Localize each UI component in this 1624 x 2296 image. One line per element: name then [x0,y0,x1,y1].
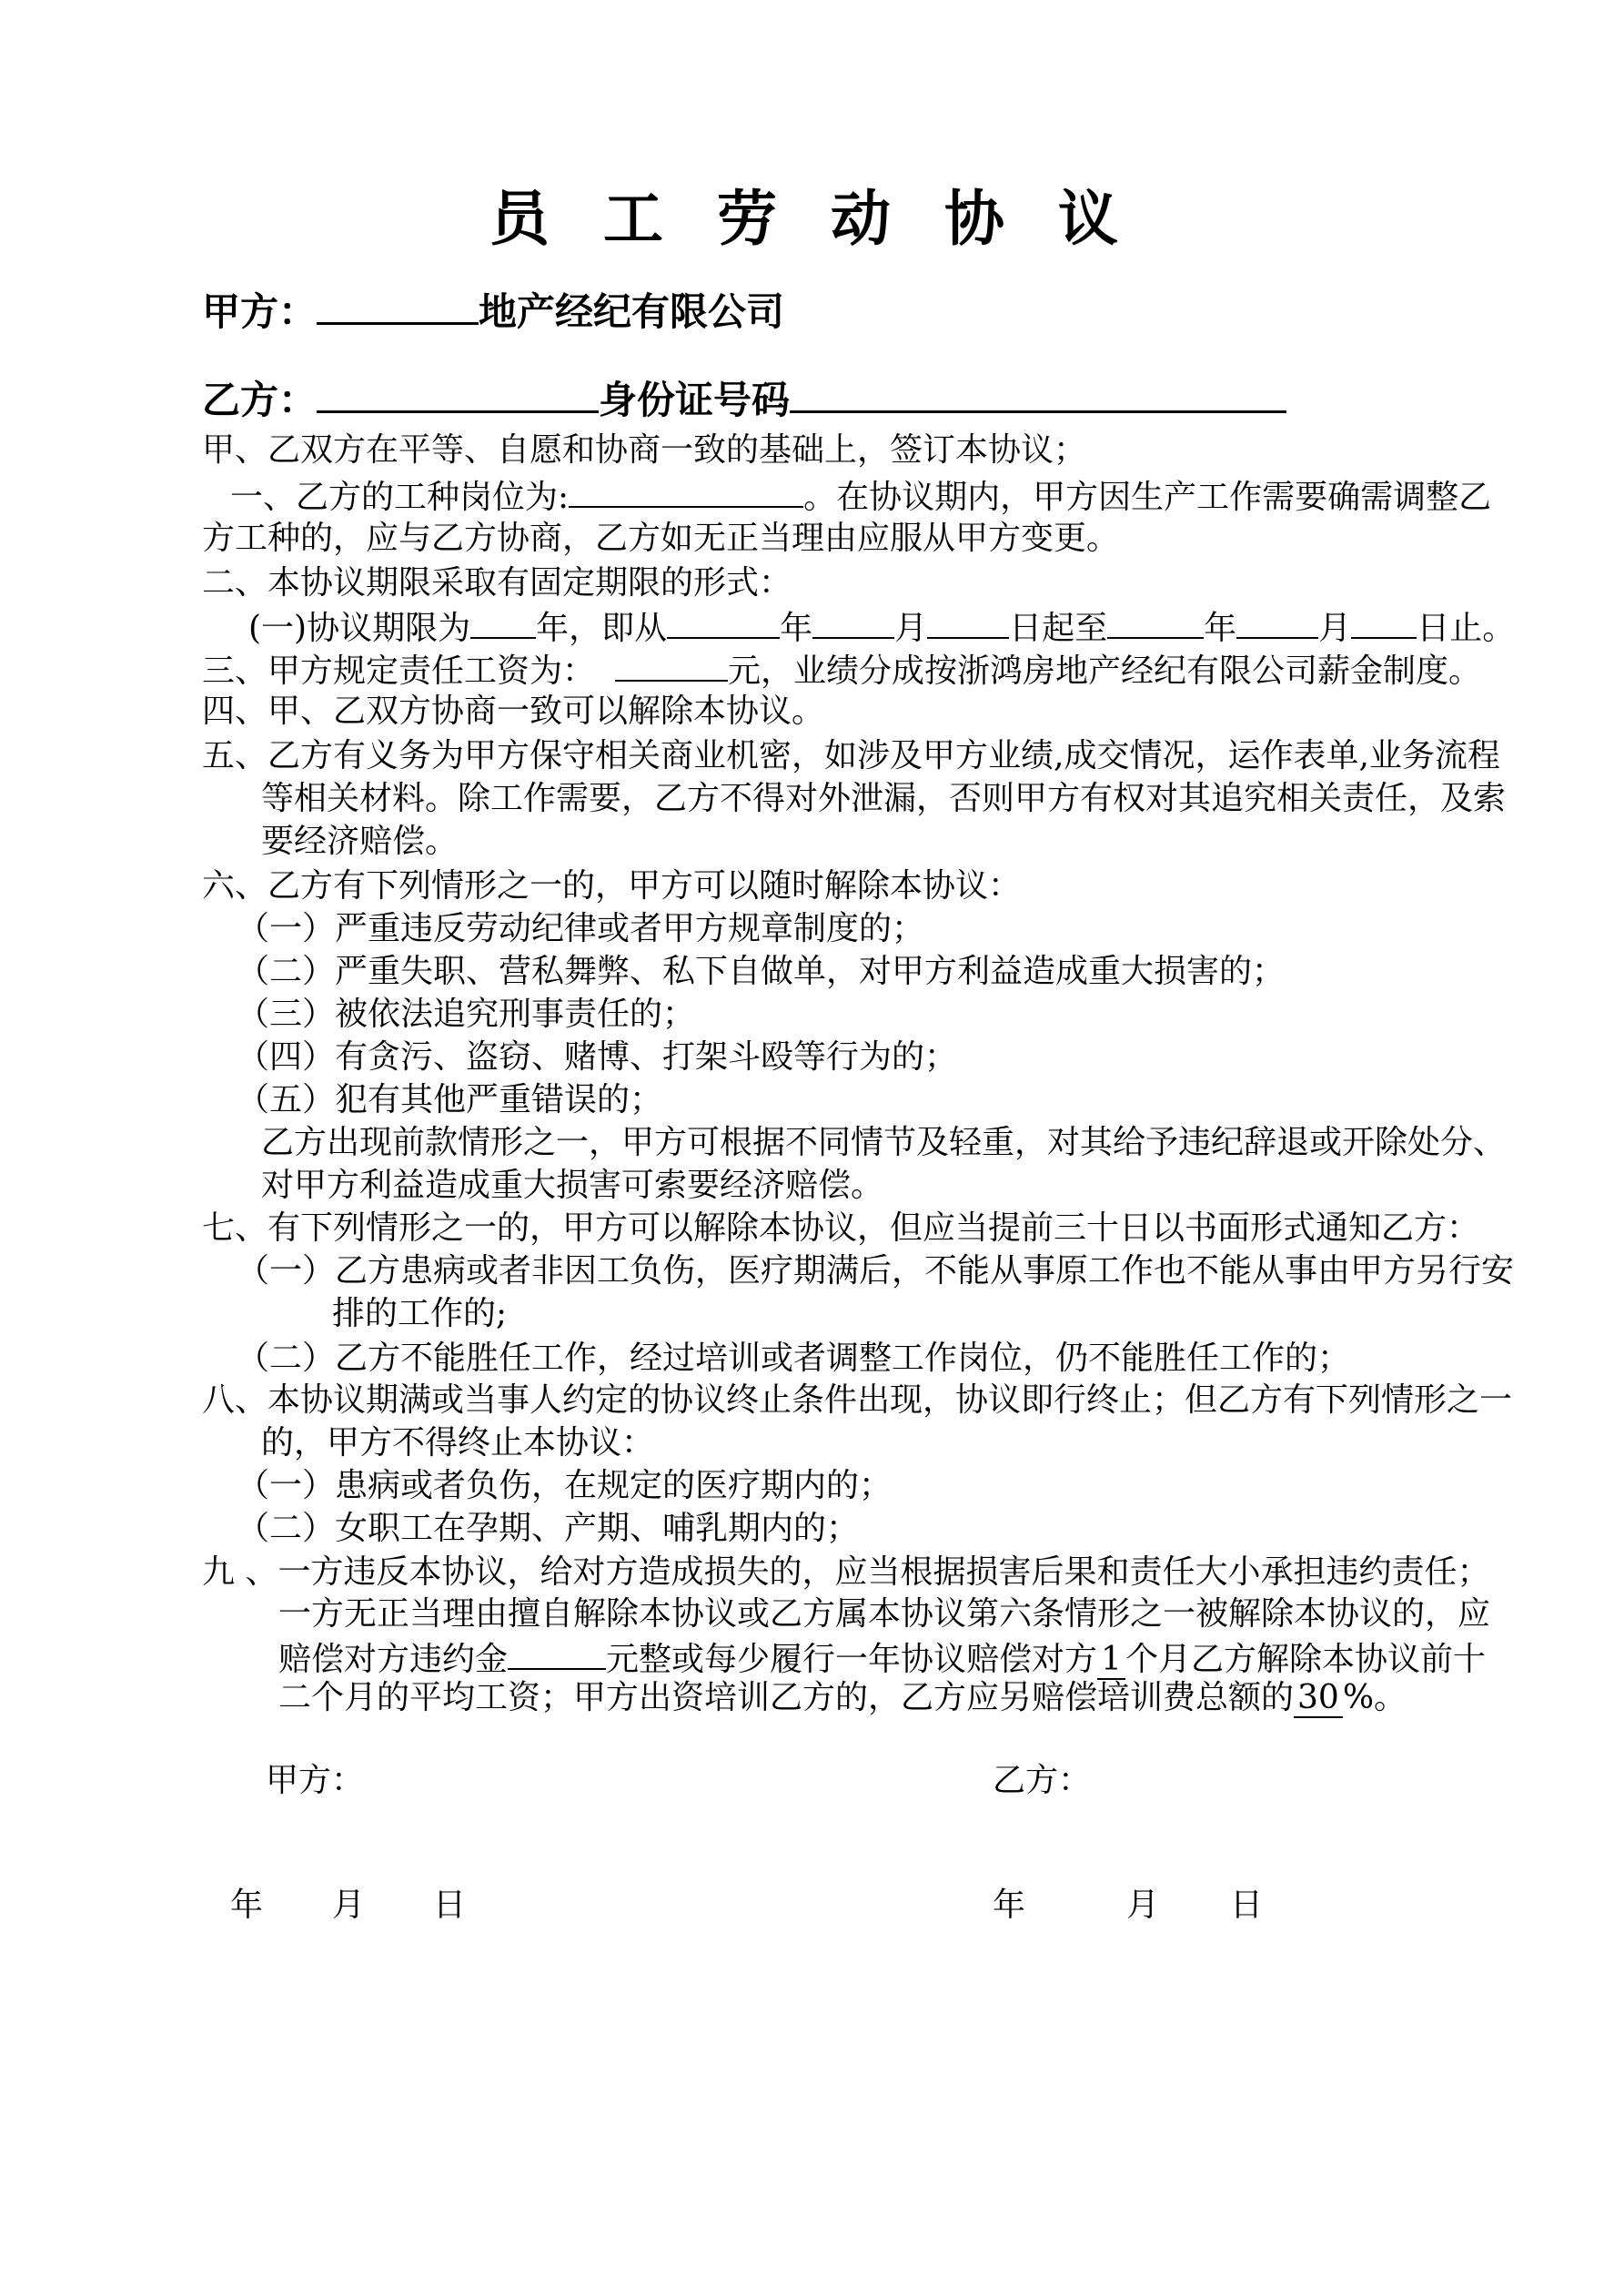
clause-2-term-line [248,606,1515,649]
term-text: 年，即从 [536,610,668,647]
clause-7-item: （二）乙方不能胜任工作，经过培训或者调整工作岗位，仍不能胜任工作的； [237,1340,1351,1377]
compensation-months-value[interactable]: 1 [1097,1641,1125,1680]
start-day-blank[interactable] [927,606,1009,639]
start-year-blank[interactable] [667,606,780,639]
clause-6-item: （一）严重违反劳动纪律或者甲方规章制度的； [237,910,925,947]
term-years-blank[interactable] [470,606,536,639]
clause-8-heading-cont: 的，甲方不得终止本协议： [261,1424,655,1462]
clause-3-text: 元，业绩分成按浙鸿房地产经纪有限公司薪金制度。 [728,652,1482,690]
clause-5-line-2: 等相关材料。除工作需要，乙方不得对外泄漏，否则甲方有权对其追究相关责任，及索 [261,780,1507,817]
clause-3 [202,649,1481,692]
party-a-label: 甲方： [202,289,318,334]
clause-9-line-4 [278,1678,1407,1718]
party-b-name-blank[interactable] [317,370,599,413]
clause-1-line-2: 方工种的，应与乙方协商，乙方如无正当理由应服从甲方变更。 [202,520,1120,557]
clause-3-text: 三、甲方规定责任工资为： [202,652,596,690]
date-a-year: 年 [230,1886,264,1924]
term-text: 年 [1204,610,1237,647]
end-year-blank[interactable] [1107,606,1204,639]
term-text: (一)协议期限为 [248,610,471,647]
signature-party-b[interactable]: 乙方： [993,1762,1092,1799]
clause-6-item: （三）被依法追究刑事责任的； [237,996,696,1033]
clause-9-text: 二个月的平均工资；甲方出资培训乙方的，乙方应另赔偿培训费总额的 [278,1679,1295,1716]
party-b-line [202,370,1286,424]
intro-text: 甲、乙双方在平等、自愿和协商一致的基础上，签订本协议； [202,431,1087,469]
clause-9-text: 个月乙方解除本协议前十 [1125,1641,1486,1678]
clause-8-heading: 八、本协议期满或当事人约定的协议终止条件出现，协议即行终止；但乙方有下列情形之一 [202,1381,1513,1419]
clause-6-note: 乙方出现前款情形之一，甲方可根据不同情节及轻重，对其给予违纪辞退或开除处分、 [261,1124,1507,1161]
clause-9-line-1: 九 、一方违反本协议，给对方造成损失的，应当根据损害后果和责任大小承担违约责任； [202,1553,1490,1591]
date-b-year: 年 [993,1886,1026,1924]
party-a-company-suffix: 地产经纪有限公司 [479,289,785,334]
term-text: 年 [780,610,813,647]
party-b-id-label: 身份证号码 [599,378,791,422]
clause-5-line-1: 五、乙方有义务为甲方保守相关商业机密，如涉及甲方业绩,成交情况，运作表单,业务流程 [202,737,1500,774]
clause-8-item: （二）女职工在孕期、产期、哺乳期内的； [237,1510,860,1547]
clause-6-heading: 六、乙方有下列情形之一的，甲方可以随时解除本协议： [202,867,1022,905]
term-text: 日起至 [1009,610,1108,647]
clause-6-item: （五）犯有其他严重错误的； [237,1081,663,1118]
party-a-line [202,282,784,336]
clause-7-item: （一）乙方患病或者非因工负伤，医疗期满后，不能从事原工作也不能从事由甲方另行安 [237,1252,1515,1290]
clause-6-item: （四）有贪污、盗窃、赌博、打架斗殴等行为的； [237,1038,958,1076]
date-a-month: 月 [332,1886,366,1924]
penalty-amount-blank[interactable] [508,1637,606,1670]
date-b-day: 日 [1230,1886,1264,1924]
job-position-blank[interactable] [569,475,803,508]
clause-9-text: 元整或每少履行一年协议赔偿对方 [606,1641,1098,1678]
date-a-day: 日 [433,1886,467,1924]
clause-4: 四、甲、乙双方协商一致可以解除本协议。 [202,693,825,730]
clause-1-text: 一、乙方的工种岗位为: [230,479,570,516]
clause-1-line-1 [230,475,1491,518]
end-day-blank[interactable] [1351,606,1417,639]
clause-1-text: 。在协议期内，甲方因生产工作需要确需调整乙 [803,479,1492,516]
start-month-blank[interactable] [812,606,894,639]
term-text: 月 [894,610,928,647]
clause-2-heading: 二、本协议期限采取有固定期限的形式： [202,564,792,602]
clause-9-text: %。 [1342,1679,1407,1716]
signature-party-a[interactable]: 甲方： [266,1762,365,1799]
clause-9-text: 赔偿对方违约金 [278,1641,509,1678]
end-month-blank[interactable] [1236,606,1318,639]
clause-5-line-3: 要经济赔偿。 [261,823,459,860]
clause-9-line-3 [278,1637,1486,1680]
clause-6-item: （二）严重失职、营私舞弊、私下自做单，对甲方利益造成重大损害的； [237,953,1286,990]
term-text: 月 [1318,610,1352,647]
salary-blank[interactable] [615,649,728,682]
term-text: 日止。 [1417,610,1516,647]
date-b-month: 月 [1126,1886,1160,1924]
clause-9-line-2: 一方无正当理由擅自解除本协议或乙方属本协议第六条情形之一被解除本协议的，应 [278,1595,1491,1633]
party-b-label: 乙方： [202,378,318,422]
party-a-name-blank[interactable] [317,282,479,325]
clause-7-heading: 七、有下列情形之一的，甲方可以解除本协议，但应当提前三十日以书面形式通知乙方： [202,1209,1480,1247]
document-title: 员 工 劳 动 协 议 [489,183,1135,254]
clause-7-item-cont: 排的工作的; [332,1295,508,1332]
training-fee-percent-value[interactable]: 30 [1294,1679,1343,1718]
clause-8-item: （一）患病或者负伤，在规定的医疗期内的； [237,1467,893,1504]
clause-6-note: 对甲方利益造成重大损害可索要经济赔偿。 [261,1167,884,1204]
party-b-id-blank[interactable] [790,370,1286,413]
